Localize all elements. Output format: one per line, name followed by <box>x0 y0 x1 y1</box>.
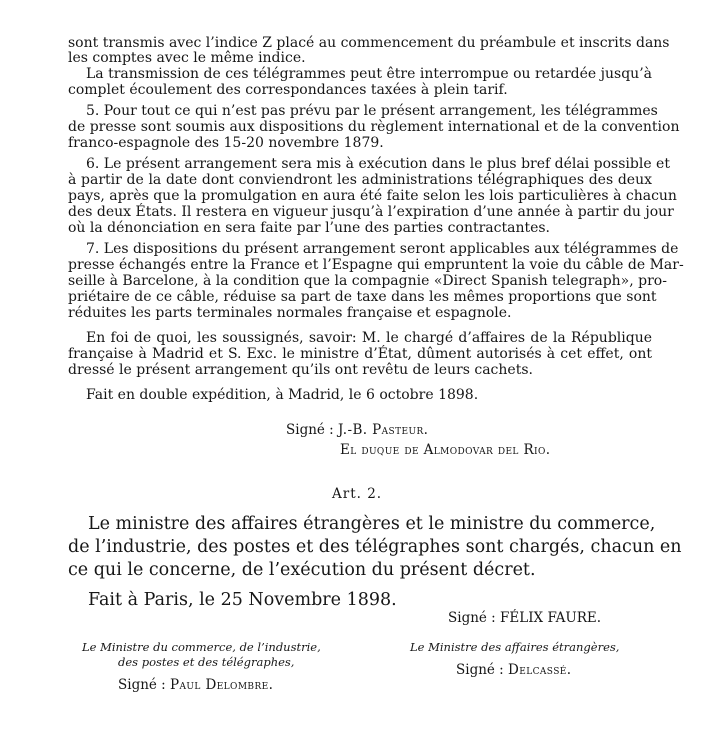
text-line: sont transmis avec l’indice Z placé au commencement du préambule et inscrits dans <box>68 35 670 51</box>
text-line: complet écoulement des correspondances taxées à plein tarif. <box>68 82 508 98</box>
text-line: 5. Pour tout ce qui n’est pas prévu par le présent arrangement, les télégrammes <box>86 103 658 119</box>
text-line: priétaire de ce câble, réduise sa part de taxe dans les mêmes proportions que sont <box>68 289 657 305</box>
signature-prefix: Signé : <box>286 422 339 438</box>
text-line: des deux États. Il restera en vigueur jusqu’à l’expiration d’une année à partir du jour <box>68 204 674 220</box>
text-line: réduites les parts terminales normales française et espagnole. <box>68 305 512 321</box>
signature-prefix: Signé : <box>118 677 171 693</box>
decree-date: Fait à Paris, le 25 Novembre 1898. <box>88 590 397 610</box>
text-line: les comptes avec le même indice. <box>68 50 306 66</box>
signature-delcasse <box>456 662 571 678</box>
text-line: Fait en double expédition, à Madrid, le 6 octobre 1898. <box>86 387 479 403</box>
article-text-line: Le ministre des affaires étrangères et le ministre du commerce, <box>88 514 656 534</box>
minister-title: Le Ministre des affaires étrangères, <box>410 640 620 654</box>
minister-title: Le Ministre du commerce, de l’industrie, <box>82 640 321 654</box>
text-line: 6. Le présent arrangement sera mis à exécution dans le plus bref délai possible et <box>86 156 670 172</box>
text-line: pays, après que la promulgation en aura été faite selon les lois particulières à chacun <box>68 188 677 204</box>
minister-title: des postes et des télégraphes, <box>118 655 295 669</box>
article-heading: Art. 2. <box>332 486 383 502</box>
signature-delombre <box>118 677 273 693</box>
text-line: française à Madrid et S. Exc. le ministre d’État, dûment autorisés à cet effet, ont <box>68 346 652 362</box>
text-line: 7. Les dispositions du présent arrangement seront applicables aux télégrammes de <box>86 241 679 257</box>
text-line: où la dénonciation en sera faite par l’une des parties contractantes. <box>68 220 551 236</box>
signatory-name: Delcassé. <box>508 662 572 678</box>
signature-pasteur <box>286 422 428 438</box>
signatory-name: El duque de Almodovar del Rio. <box>340 442 551 458</box>
text-line: dressé le présent arrangement qu’ils ont revêtu de leurs cachets. <box>68 362 533 378</box>
president-signature: Signé : FÉLIX FAURE. <box>448 610 602 626</box>
article-text-line: de l’industrie, des postes et des télégraphes sont chargés, chacun en <box>68 537 682 557</box>
text-line: presse échangés entre la France et l’Espagne qui empruntent la voie du câble de Mar- <box>68 257 684 273</box>
signature-prefix: Signé : <box>456 662 509 678</box>
text-line: franco-espagnole des 15-20 novembre 1879. <box>68 135 384 151</box>
signatory-name: Paul Delombre. <box>170 677 274 693</box>
text-line: à partir de la date dont conviendront les administrations télégraphiques des deux <box>68 172 652 188</box>
article-text-line: ce qui le concerne, de l’exécution du présent décret. <box>68 560 536 580</box>
text-line: seille à Barcelone, à la condition que la compagnie «Direct Spanish telegraph», pro- <box>68 273 667 289</box>
text-line: La transmission de ces télégrammes peut être interrompue ou retardée jusqu’à <box>86 66 652 82</box>
signatory-name: J.-B. Pasteur. <box>338 422 429 438</box>
text-line: de presse sont soumis aux dispositions du règlement international et de la convention <box>68 119 680 135</box>
text-line: En foi de quoi, les soussignés, savoir: M. le chargé d’affaires de la République <box>86 330 652 346</box>
